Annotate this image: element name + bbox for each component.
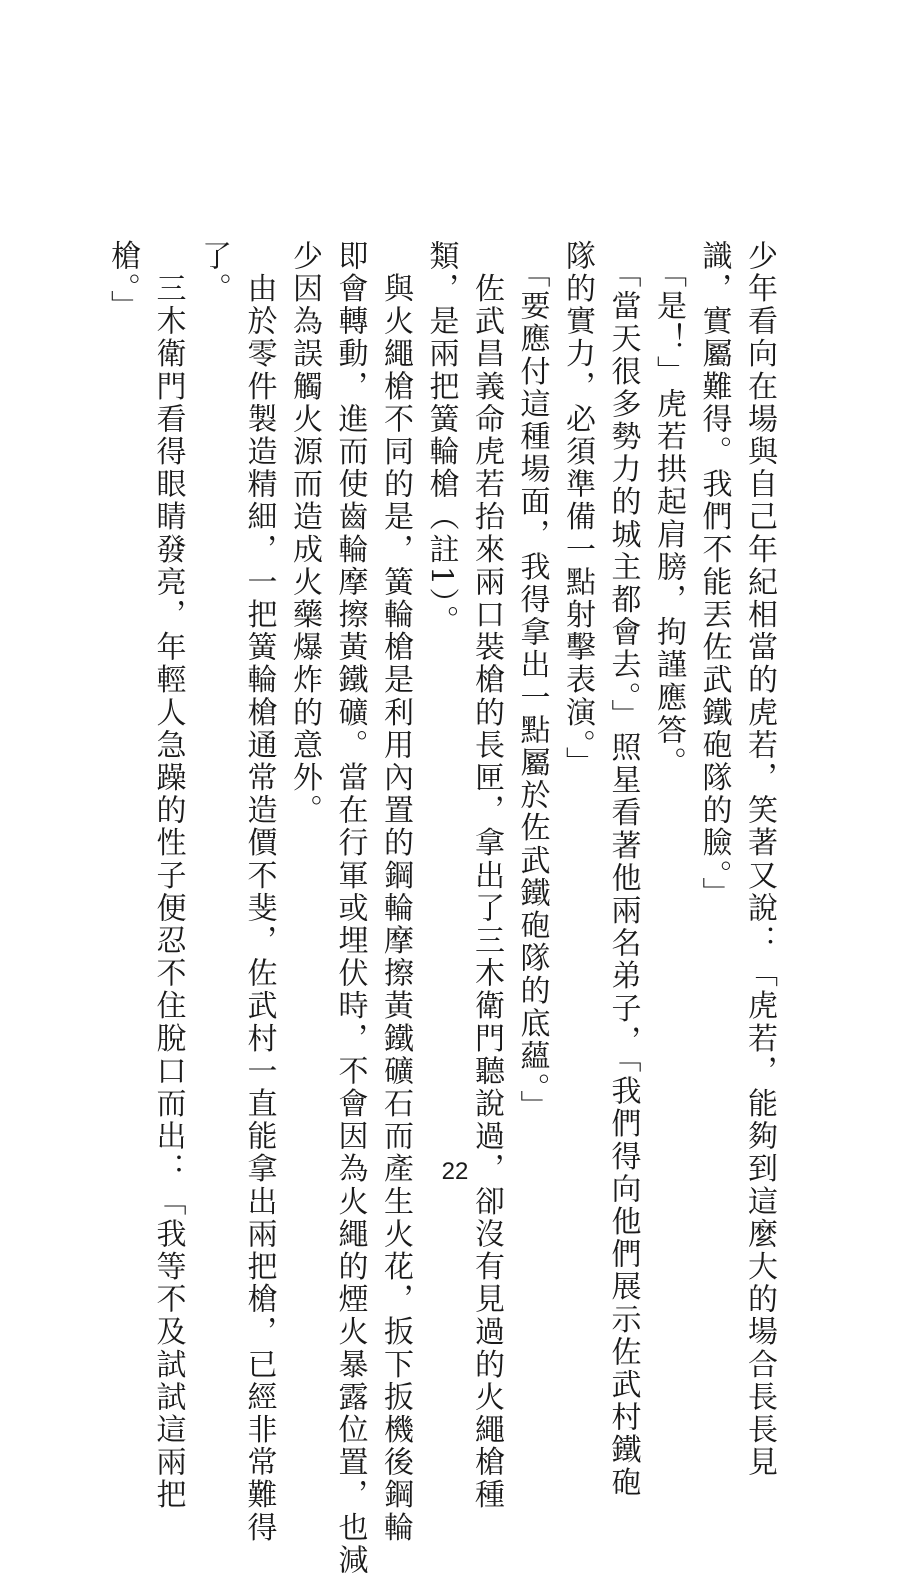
text-column: 由於零件製造精細，一把簧輪槍通常造價不斐，佐武村一直能拿出兩把槍，已經非常難得: [241, 240, 277, 1544]
text-column: 槍。」: [105, 240, 140, 323]
text-column: 識，實屬難得。我們不能丟佐武鐵砲隊的臉。」: [696, 240, 732, 910]
text-column: 少因為誤觸火源而造成火藥爆炸的意外。: [287, 240, 322, 827]
text-column: 類，是兩把簧輪槍（註1）。: [423, 240, 459, 638]
text-column: 少年看向在場與自己年紀相當的虎若，笑著又說：「虎若，能夠到這麼大的場合長長見: [742, 240, 777, 1479]
text-column: 「要應付這種場面，我得拿出一點屬於佐武鐵砲隊的底蘊。」: [514, 240, 550, 1123]
text-column: 隊的實力，必須準備一點射擊表演。」: [560, 240, 595, 780]
text-column: 三木衛門看得眼睛發亮，年輕人急躁的性子便忍不住脫口而出：「我等不及試試這兩把: [150, 240, 186, 1512]
text-column: 佐武昌義命虎若抬來兩口裝槍的長匣，拿出了三木衛門聽說過，卻沒有見過的火繩槍種: [469, 240, 504, 1512]
text-column: 與火繩槍不同的是，簧輪槍是利用內置的鋼輪摩擦黃鐵礦石而產生火花，扳下扳機後鋼輪: [378, 240, 413, 1544]
text-column: 即會轉動，進而使齒輪摩擦黃鐵礦。當在行軍或埋伏時，不會因為火繩的煙火暴露位置，也減: [332, 240, 368, 1577]
text-column: 了。: [196, 240, 231, 306]
text-column: 「當天很多勢力的城主都會去。」照星看著他兩名弟子，「我們得向他們展示佐武村鐵砲: [605, 240, 641, 1499]
page-number: 22: [441, 1158, 469, 1185]
text-column: 「是！」虎若拱起肩膀，拘謹應答。: [651, 240, 686, 780]
